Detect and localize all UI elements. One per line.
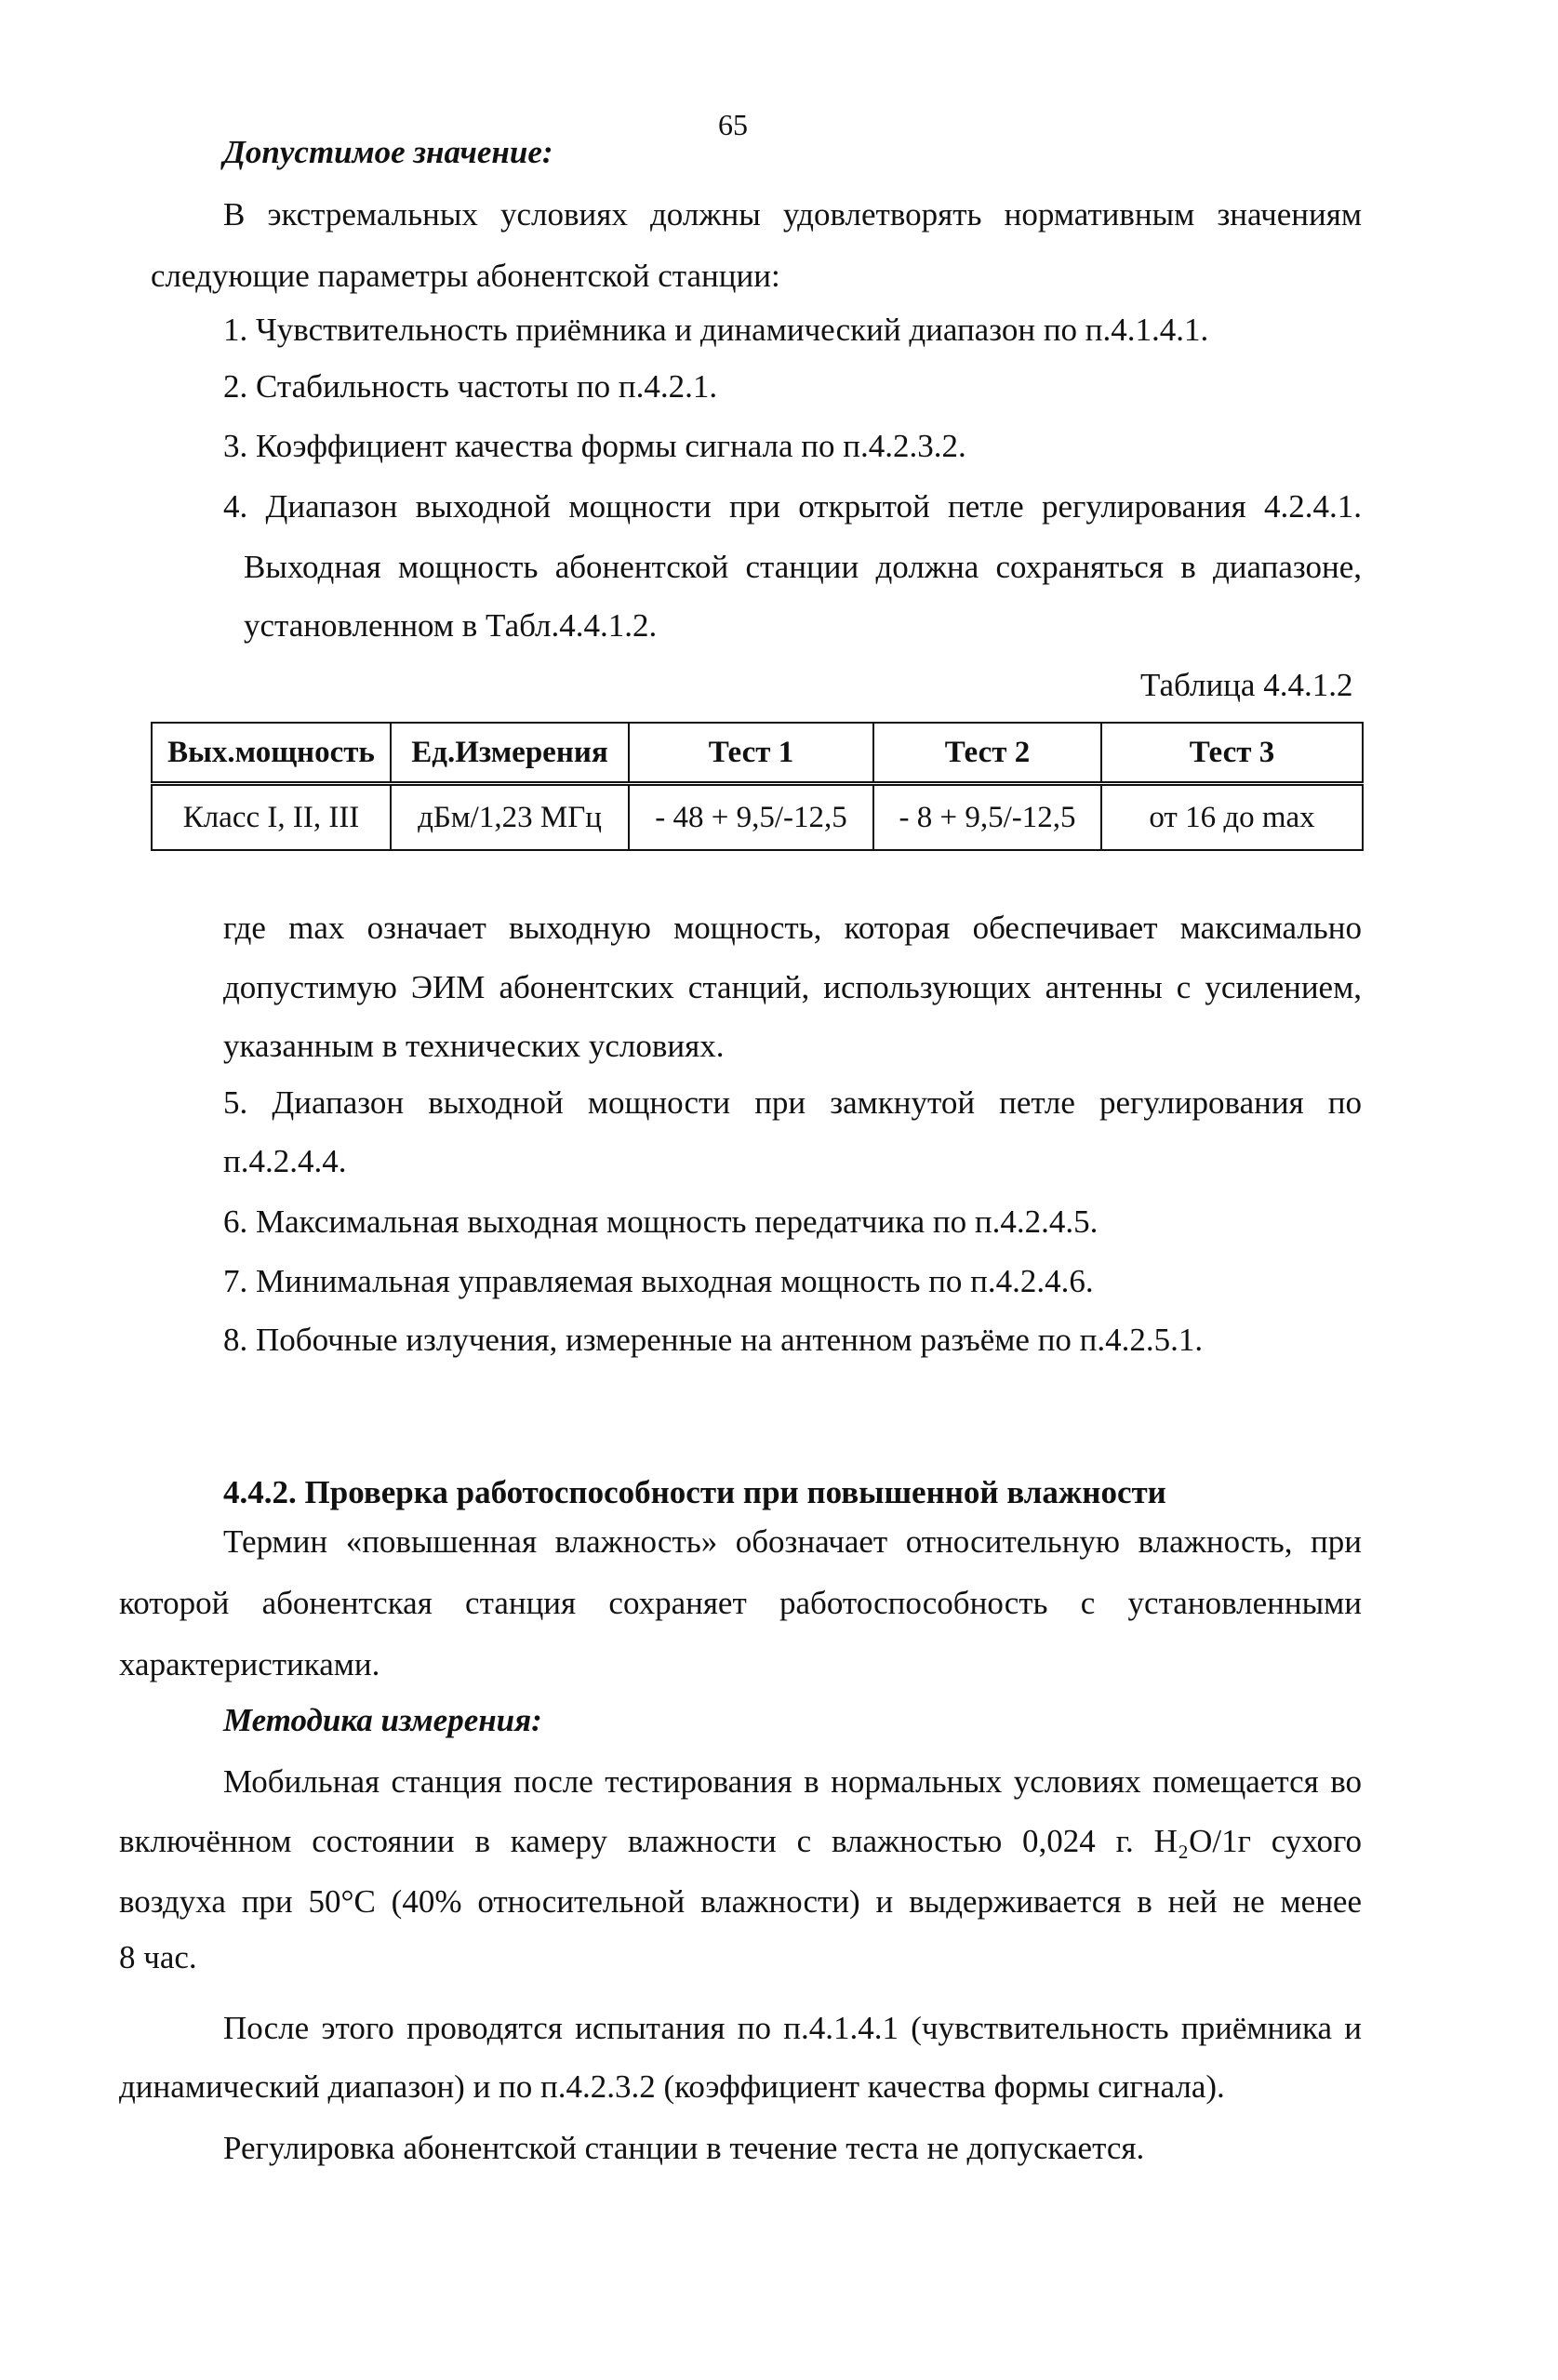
table-cell: дБм/1,23 МГц <box>391 784 629 851</box>
intro-line-2: следующие параметры абонентской станции: <box>151 258 780 294</box>
table-header-cell: Тест 1 <box>629 723 873 784</box>
page-number: 65 <box>718 108 748 141</box>
list-item-7: 7. Минимальная управляемая выходная мощность по п.4.2.4.6. <box>223 1263 1094 1299</box>
section-p2-line-3: воздуха при 50°С (40% относительной влажности) и выдерживается в ней не менее <box>119 1883 1362 1920</box>
section-p2-line-2: включённом состоянии в камеру влажности с влажностью 0,024 г. H₂O/1г сухого <box>119 1823 1362 1859</box>
heading-allowed-value: Допустимое значение: <box>223 134 553 170</box>
method-heading: Методика измерения: <box>223 1702 542 1738</box>
list-item-8: 8. Побочные излучения, измеренные на антенном разъёме по п.4.2.5.1. <box>223 1322 1204 1358</box>
list-item-5: 5. Диапазон выходной мощности при замкнутой петле регулирования по <box>223 1084 1362 1121</box>
table-cell: Класс I, II, III <box>152 784 391 851</box>
table-header-cell: Вых.мощность <box>152 723 391 784</box>
list-item-6: 6. Максимальная выходная мощность передатчика по п.4.2.4.5. <box>223 1203 1099 1240</box>
table-header-cell: Тест 2 <box>873 723 1101 784</box>
list-item-4-cont-1: Выходная мощность абонентской станции должна сохраняться в диапазоне, <box>244 549 1362 585</box>
section-p2-line-4: 8 час. <box>119 1939 197 1975</box>
list-item-4: 4. Диапазон выходной мощности при открытой петле регулирования 4.2.4.1. <box>223 488 1362 525</box>
list-item-5-cont: п.4.2.4.4. <box>223 1143 347 1179</box>
table-header-cell: Тест 3 <box>1101 723 1363 784</box>
list-item-1: 1. Чувствительность приёмника и динамический диапазон по п.4.1.4.1. <box>223 312 1209 348</box>
list-item-2: 2. Стабильность частоты по п.4.2.1. <box>223 368 718 405</box>
power-table <box>151 722 1364 851</box>
section-title: 4.4.2. Проверка работоспособности при повышенной влажности <box>223 1474 1166 1510</box>
list-item-4-cont-2: установленном в Табл.4.4.1.2. <box>244 607 658 644</box>
table-caption: Таблица 4.4.1.2 <box>1140 667 1353 703</box>
list-item-3: 3. Коэффициент качества формы сигнала по п.4.2.3.2. <box>223 428 966 464</box>
section-p3-line-2: динамический диапазон) и по п.4.2.3.2 (коэффициент качества формы сигнала). <box>119 2068 1225 2105</box>
section-p4: Регулировка абонентской станции в течение теста не допускается. <box>223 2130 1145 2166</box>
table-row <box>152 784 1363 851</box>
table-cell: - 48 + 9,5/-12,5 <box>629 784 873 851</box>
section-p2-line-1: Мобильная станция после тестирования в нормальных условиях помещается во <box>223 1763 1362 1800</box>
table-cell: - 8 + 9,5/-12,5 <box>873 784 1101 851</box>
table-header-row <box>152 723 1363 784</box>
section-p1-line-1: Термин «повышенная влажность» обозначает относительную влажность, при <box>223 1523 1362 1560</box>
section-p3-line-1: После этого проводятся испытания по п.4.1.4.1 (чувствительность приёмника и <box>223 2010 1362 2046</box>
table-cell: от 16 до max <box>1101 784 1363 851</box>
section-p1-line-2: которой абонентская станция сохраняет работоспособность с установленными <box>119 1585 1362 1621</box>
note-line-1: где max означает выходную мощность, которая обеспечивает максимально <box>223 910 1362 946</box>
note-line-2: допустимую ЭИМ абонентских станций, использующих антенны с усилением, <box>223 969 1362 1005</box>
table-header-cell: Ед.Измерения <box>391 723 629 784</box>
intro-line-1: В экстремальных условиях должны удовлетворять нормативным значениям <box>223 196 1362 233</box>
section-p1-line-3: характеристиками. <box>119 1646 380 1682</box>
note-line-3: указанным в технических условиях. <box>223 1028 725 1064</box>
